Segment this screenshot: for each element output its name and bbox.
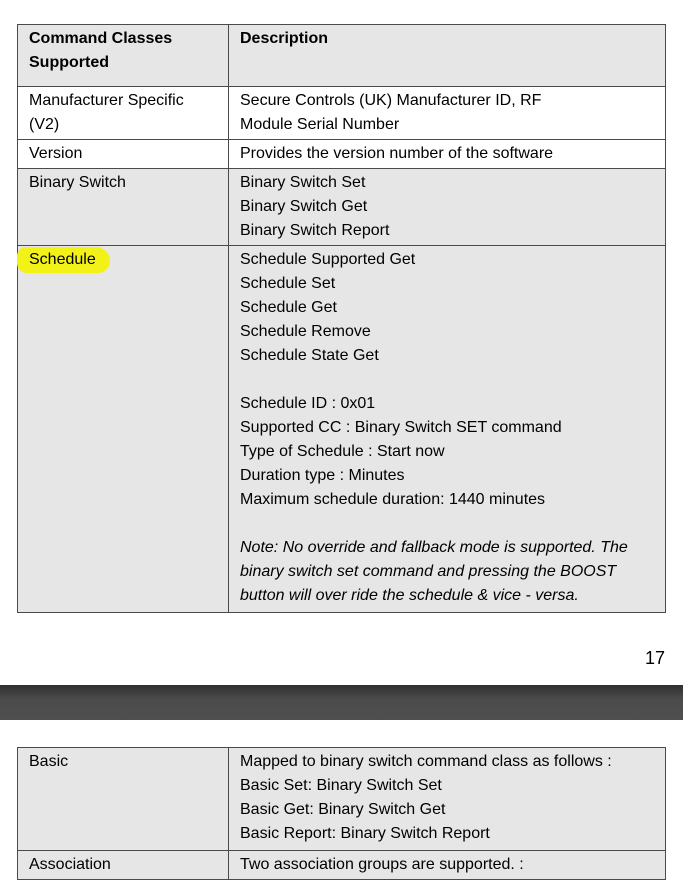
table-row	[18, 87, 666, 140]
table-header-row	[18, 25, 666, 87]
schedule-id: Schedule ID : 0x01	[240, 395, 376, 412]
page-divider	[0, 685, 683, 720]
page-number: 17	[644, 648, 665, 668]
row-description-version: Provides the version number of the software	[229, 140, 666, 169]
row-name-manufacturer-specific: Manufacturer Specific (V2)	[18, 87, 229, 140]
row-description-binary-switch: Binary Switch Set Binary Switch Get Binary Switch Report	[229, 169, 666, 246]
supported-cc: Supported CC : Binary Switch SET command	[240, 419, 562, 436]
duration-type: Duration type : Minutes	[240, 467, 405, 484]
header-command-classes: Command Classes Supported	[18, 25, 229, 87]
command-classes-table	[17, 24, 666, 613]
command-classes-table-continued	[17, 747, 666, 880]
row-name-binary-switch: Binary Switch	[18, 169, 229, 246]
row-name-schedule	[18, 246, 229, 613]
header-description: Description	[229, 25, 666, 87]
table-row	[18, 246, 666, 613]
maximum-schedule-duration: Maximum schedule duration: 1440 minutes	[240, 491, 546, 508]
row-name-basic: Basic	[18, 748, 229, 851]
schedule-note: Note: No override and fallback mode is supported. The binary switch set command and pressing the BOOST button will over ride the schedule & vice - versa.	[240, 539, 628, 604]
row-description-association: Two association groups are supported. :	[229, 851, 666, 880]
row-description-manufacturer-specific: Secure Controls (UK) Manufacturer ID, RF Module Serial Number	[229, 87, 666, 140]
row-description-basic: Mapped to binary switch command class as follows : Basic Set: Binary Switch Set Basic Get: Binary Switch Get Basic Report: Binary Switch Report	[229, 748, 666, 851]
table-row	[18, 748, 666, 851]
row-name-association: Association	[18, 851, 229, 880]
table-row	[18, 140, 666, 169]
table-row	[18, 169, 666, 246]
row-name-version: Version	[18, 140, 229, 169]
type-of-schedule: Type of Schedule : Start now	[240, 443, 445, 460]
row-description-schedule: Schedule Supported Get Schedule Set Schedule Get Schedule Remove Schedule State Get Schedule ID : 0x01 Supported CC : Binary Switch SET command Type of Schedule : Start now Duration type : Minutes Maximum schedule duration: 1440 minutes Note: No override and fallback mode is supported. The binary switch set command and pressing the BOOST button will over ride the schedule & vice - versa.	[229, 246, 666, 613]
highlighted-schedule-label: Schedule	[17, 247, 110, 273]
table-row	[18, 851, 666, 880]
